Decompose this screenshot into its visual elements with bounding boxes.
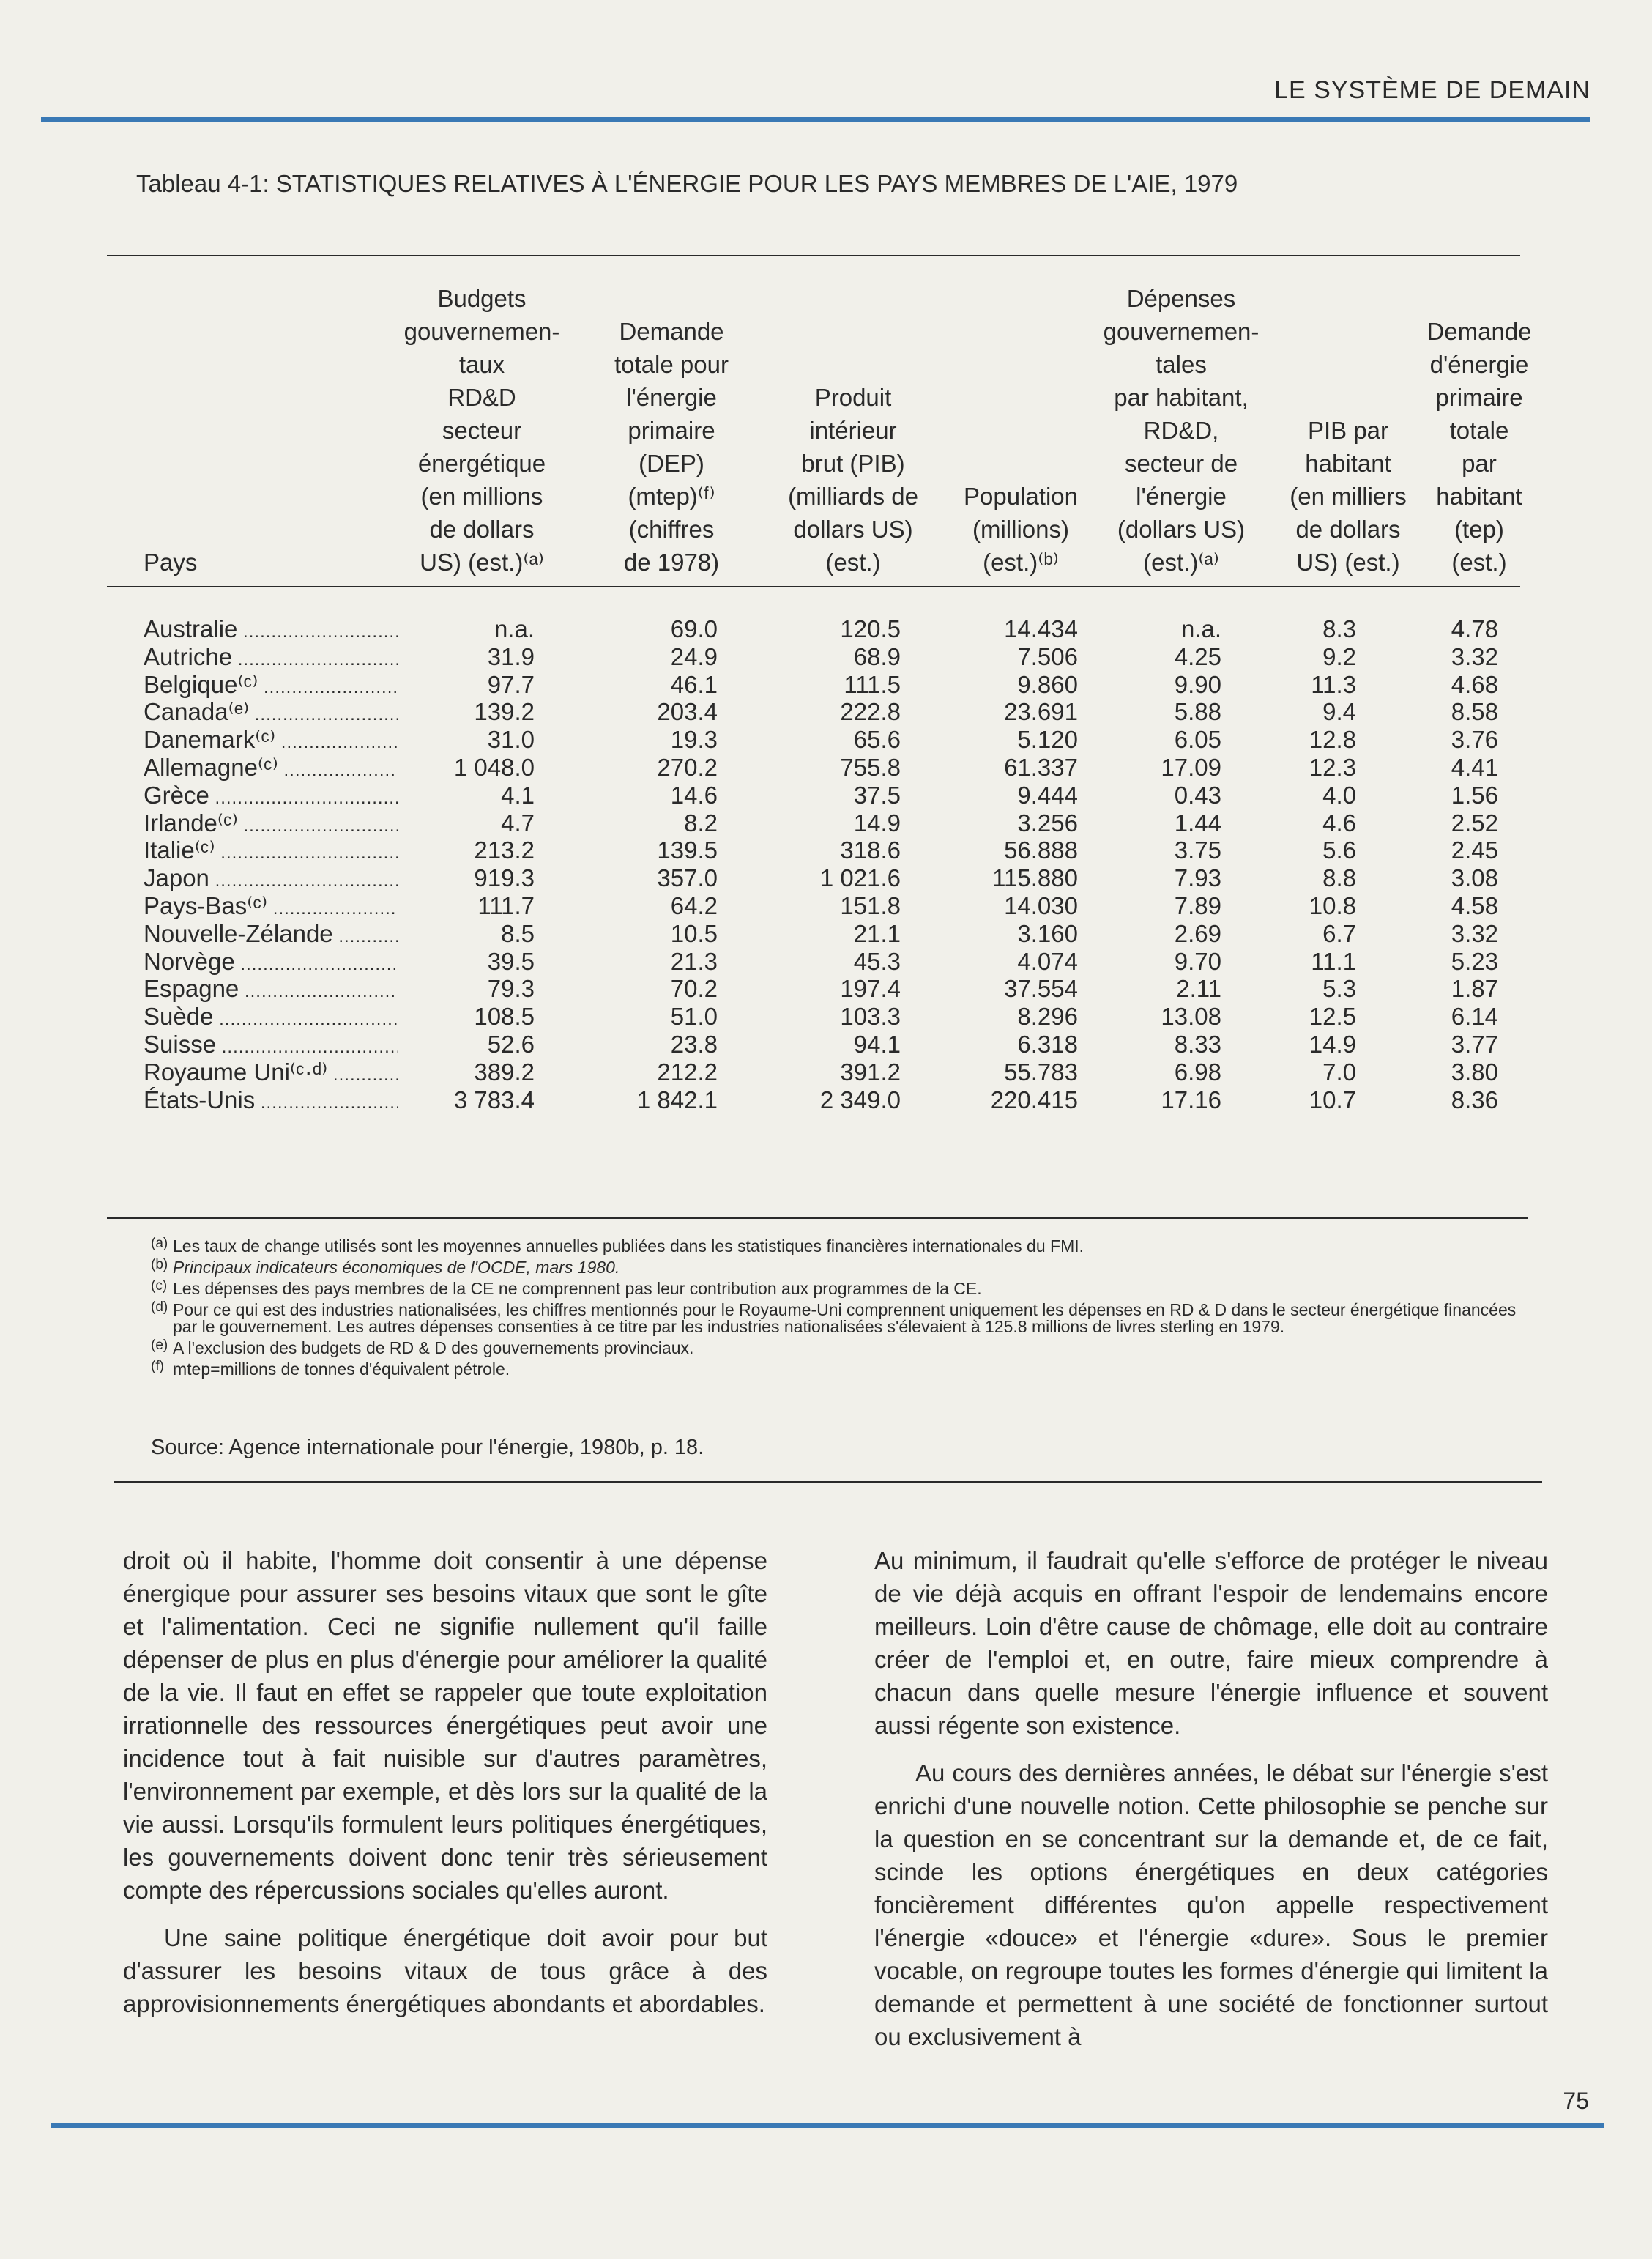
cell-primary-demand: 51.0 bbox=[670, 1003, 718, 1031]
cell-population: 9.444 bbox=[1017, 781, 1078, 809]
running-head: LE SYSTÈME DE DEMAIN bbox=[1274, 76, 1590, 104]
cell-rdd-budget: 108.5 bbox=[474, 1003, 535, 1031]
cell-gdp: 45.3 bbox=[853, 947, 901, 975]
col-header-population: Population (millions) (est.)⁽ᵇ⁾ bbox=[964, 483, 1078, 576]
table-body bbox=[0, 615, 1652, 1113]
cell-energy-per-capita: 1.56 bbox=[1451, 781, 1498, 809]
cell-primary-demand: 69.0 bbox=[670, 615, 718, 642]
cell-gdp: 94.1 bbox=[853, 1030, 901, 1058]
cell-primary-demand: 270.2 bbox=[657, 753, 718, 781]
cell-population: 9.860 bbox=[1017, 670, 1078, 698]
cell-gdp: 111.5 bbox=[844, 670, 901, 698]
cell-country: Danemark⁽ᶜ⁾ ..... bbox=[144, 726, 398, 757]
cell-rdd-budget: 39.5 bbox=[487, 947, 535, 975]
table-row bbox=[0, 615, 1652, 643]
cell-rdd-budget: 139.2 bbox=[474, 698, 535, 726]
cell-energy-per-capita: 8.36 bbox=[1451, 1086, 1498, 1113]
cell-primary-demand: 203.4 bbox=[657, 698, 718, 726]
footnote bbox=[151, 1259, 1542, 1276]
cell-energy-per-capita: 5.23 bbox=[1451, 947, 1498, 975]
cell-country: Australie ..... bbox=[144, 615, 398, 646]
cell-rdd-per-capita: 7.89 bbox=[1174, 891, 1221, 919]
cell-rdd-budget: n.a. bbox=[494, 615, 535, 642]
cell-gdp: 37.5 bbox=[853, 781, 901, 809]
cell-gdp: 65.6 bbox=[853, 726, 901, 754]
cell-rdd-per-capita: 6.05 bbox=[1174, 726, 1221, 754]
cell-energy-per-capita: 2.52 bbox=[1451, 809, 1498, 837]
footnote-mark: (a) bbox=[151, 1236, 168, 1251]
cell-gdp-per-capita: 6.7 bbox=[1322, 919, 1356, 947]
table-row bbox=[0, 726, 1652, 754]
cell-rdd-per-capita: 9.70 bbox=[1174, 947, 1221, 975]
cell-gdp-per-capita: 9.4 bbox=[1322, 698, 1356, 726]
table-row bbox=[0, 643, 1652, 671]
cell-population: 14.030 bbox=[1004, 891, 1078, 919]
cell-rdd-budget: 1 048.0 bbox=[453, 753, 535, 781]
footnote-text: mtep=millions de tonnes d'équivalent pétrole. bbox=[173, 1360, 510, 1379]
cell-population: 115.880 bbox=[992, 864, 1078, 892]
table-header bbox=[0, 278, 1652, 579]
body-column-left bbox=[123, 1544, 767, 2035]
footnote bbox=[151, 1340, 1542, 1357]
cell-primary-demand: 70.2 bbox=[670, 975, 718, 1003]
footnote-text: Les taux de change utilisés sont les moyennes annuelles publiées dans les statistiques financières internationales du FMI. bbox=[173, 1236, 1084, 1255]
cell-gdp-per-capita: 12.5 bbox=[1309, 1003, 1356, 1031]
cell-country: Irlande⁽ᶜ⁾ ..... bbox=[144, 809, 398, 840]
table-top-rule bbox=[107, 255, 1520, 256]
cell-rdd-budget: 3 783.4 bbox=[453, 1086, 535, 1113]
footnotes bbox=[151, 1238, 1542, 1382]
table-row bbox=[0, 892, 1652, 920]
cell-primary-demand: 46.1 bbox=[670, 670, 718, 698]
cell-country: Grèce ..... bbox=[144, 782, 398, 812]
table-row bbox=[0, 1003, 1652, 1031]
cell-rdd-per-capita: 0.43 bbox=[1174, 781, 1221, 809]
table-row bbox=[0, 782, 1652, 809]
cell-country: Autriche ..... bbox=[144, 643, 398, 674]
cell-rdd-budget: 31.0 bbox=[487, 726, 535, 754]
table-row bbox=[0, 671, 1652, 699]
col-header-country: Pays bbox=[144, 549, 198, 576]
top-rule bbox=[41, 117, 1590, 122]
cell-gdp-per-capita: 5.6 bbox=[1322, 837, 1356, 864]
footnote bbox=[151, 1361, 1542, 1378]
cell-gdp: 120.5 bbox=[840, 615, 901, 642]
cell-energy-per-capita: 4.68 bbox=[1451, 670, 1498, 698]
cell-gdp: 318.6 bbox=[840, 837, 901, 864]
cell-rdd-per-capita: 5.88 bbox=[1174, 698, 1221, 726]
cell-gdp-per-capita: 14.9 bbox=[1309, 1030, 1356, 1058]
cell-country: Allemagne⁽ᶜ⁾ ..... bbox=[144, 754, 398, 784]
cell-gdp-per-capita: 4.6 bbox=[1322, 809, 1356, 837]
cell-population: 7.506 bbox=[1017, 642, 1078, 670]
footnote-text: Pour ce qui est des industries nationalisées, les chiffres mentionnés pour le Royaume-Uni comprennent uniquement les dépenses en RD & D dans le secteur énergétique financées par le gouvernement. Les autres dépenses consenties à ce titre par les industries nationalisées s'élevaient à 125.8 millions de livres sterling en 1979. bbox=[173, 1300, 1517, 1336]
cell-rdd-per-capita: 13.08 bbox=[1161, 1003, 1221, 1031]
cell-energy-per-capita: 3.80 bbox=[1451, 1058, 1498, 1086]
footnote-text: Principaux indicateurs économiques de l'OCDE, mars 1980. bbox=[173, 1258, 620, 1277]
footnote bbox=[151, 1280, 1542, 1297]
cell-primary-demand: 24.9 bbox=[670, 642, 718, 670]
cell-gdp-per-capita: 8.8 bbox=[1322, 864, 1356, 892]
col-header-primary-demand: Demande totale pour l'énergie primaire (DEP) (mtep)⁽ᶠ⁾ (chiffres de 1978) bbox=[614, 318, 729, 576]
cell-primary-demand: 21.3 bbox=[670, 947, 718, 975]
col-header-rdd-budget: Budgets gouvernemen- taux RD&D secteur énergétique (en millions de dollars US) (est.)⁽ᵃ⁾ bbox=[403, 285, 560, 576]
cell-country: Belgique⁽ᶜ⁾ ..... bbox=[144, 671, 398, 702]
cell-energy-per-capita: 4.58 bbox=[1451, 891, 1498, 919]
cell-gdp: 21.1 bbox=[853, 919, 901, 947]
col-header-energy-per-capita: Demande d'énergie primaire totale par habitant (tep) (est.) bbox=[1426, 318, 1532, 576]
cell-population: 55.783 bbox=[1004, 1058, 1078, 1086]
table-bottom-rule bbox=[107, 1217, 1528, 1219]
table-row bbox=[0, 920, 1652, 948]
cell-population: 37.554 bbox=[1004, 975, 1078, 1003]
cell-primary-demand: 139.5 bbox=[657, 837, 718, 864]
body-column-right bbox=[874, 1544, 1548, 2068]
cell-population: 4.074 bbox=[1017, 947, 1078, 975]
cell-gdp-per-capita: 4.0 bbox=[1322, 781, 1356, 809]
cell-country: Nouvelle-Zélande ..... bbox=[144, 920, 398, 951]
cell-gdp-per-capita: 12.3 bbox=[1309, 753, 1356, 781]
cell-gdp-per-capita: 8.3 bbox=[1322, 615, 1356, 642]
cell-energy-per-capita: 6.14 bbox=[1451, 1003, 1498, 1031]
page-number: 75 bbox=[1563, 2088, 1589, 2114]
cell-country: Norvège ..... bbox=[144, 948, 398, 979]
cell-gdp-per-capita: 11.1 bbox=[1311, 947, 1356, 975]
cell-gdp: 68.9 bbox=[853, 642, 901, 670]
table-row bbox=[0, 1031, 1652, 1058]
table-row bbox=[0, 1058, 1652, 1086]
cell-rdd-budget: 389.2 bbox=[474, 1058, 535, 1086]
cell-primary-demand: 8.2 bbox=[684, 809, 718, 837]
cell-primary-demand: 23.8 bbox=[670, 1030, 718, 1058]
cell-primary-demand: 212.2 bbox=[657, 1058, 718, 1086]
cell-gdp-per-capita: 7.0 bbox=[1322, 1058, 1356, 1086]
cell-energy-per-capita: 4.78 bbox=[1451, 615, 1498, 642]
table-row bbox=[0, 975, 1652, 1003]
cell-population: 14.434 bbox=[1004, 615, 1078, 642]
cell-primary-demand: 1 842.1 bbox=[636, 1086, 718, 1113]
cell-rdd-budget: 213.2 bbox=[474, 837, 535, 864]
cell-rdd-budget: 97.7 bbox=[487, 670, 535, 698]
table-row bbox=[0, 698, 1652, 726]
cell-rdd-per-capita: 2.11 bbox=[1176, 975, 1221, 1003]
cell-energy-per-capita: 8.58 bbox=[1451, 698, 1498, 726]
footnote-mark: (c) bbox=[151, 1278, 168, 1294]
cell-population: 8.296 bbox=[1017, 1003, 1078, 1031]
cell-gdp: 2 349.0 bbox=[819, 1086, 901, 1113]
cell-population: 220.415 bbox=[990, 1086, 1078, 1113]
paragraph: Au cours des dernières années, le débat sur l'énergie s'est enrichi d'une nouvelle notion. Cette philosophie se penche sur la question en se concentrant sur la demande et, de ce fait, scinde les options énergétiques en deux catégories foncièrement différentes qu'on appelle respectivement l'énergie «douce» et l'énergie «dure». Sous le premier vocable, on regroupe toutes les formes d'énergie qui limitent la demande et permettent à une société de fonctionner surtout ou exclusivement à bbox=[874, 1759, 1548, 2050]
cell-primary-demand: 19.3 bbox=[670, 726, 718, 754]
footnote bbox=[151, 1299, 1542, 1336]
cell-rdd-per-capita: 6.98 bbox=[1174, 1058, 1221, 1086]
cell-population: 3.256 bbox=[1017, 809, 1078, 837]
table-source: Source: Agence internationale pour l'énergie, 1980b, p. 18. bbox=[151, 1436, 704, 1459]
cell-rdd-budget: 919.3 bbox=[474, 864, 535, 892]
cell-primary-demand: 10.5 bbox=[670, 919, 718, 947]
cell-population: 6.318 bbox=[1017, 1030, 1078, 1058]
table-row bbox=[0, 754, 1652, 782]
cell-country: Italie⁽ᶜ⁾ ..... bbox=[144, 837, 398, 867]
cell-country: Japon ..... bbox=[144, 864, 398, 895]
cell-population: 5.120 bbox=[1017, 726, 1078, 754]
cell-country: Suisse ..... bbox=[144, 1031, 398, 1061]
cell-rdd-per-capita: 4.25 bbox=[1174, 642, 1221, 670]
cell-energy-per-capita: 3.32 bbox=[1451, 642, 1498, 670]
footnote-text: A l'exclusion des budgets de RD & D des gouvernements provinciaux. bbox=[173, 1338, 694, 1357]
section-rule bbox=[114, 1481, 1542, 1483]
cell-primary-demand: 64.2 bbox=[670, 891, 718, 919]
cell-country: États-Unis ..... bbox=[144, 1086, 398, 1117]
cell-gdp: 151.8 bbox=[840, 891, 901, 919]
cell-energy-per-capita: 3.32 bbox=[1451, 919, 1498, 947]
col-header-rdd-per-capita: Dépenses gouvernemen- tales par habitant, RD&D, secteur de l'énergie (dollars US) (est.)⁽ᵃ⁾ bbox=[1103, 285, 1260, 576]
cell-rdd-budget: 31.9 bbox=[487, 642, 535, 670]
cell-country: Suède ..... bbox=[144, 1003, 398, 1034]
cell-gdp: 197.4 bbox=[840, 975, 901, 1003]
cell-rdd-budget: 111.7 bbox=[477, 891, 535, 919]
cell-country: Espagne ..... bbox=[144, 975, 398, 1006]
footnote bbox=[151, 1238, 1542, 1255]
cell-population: 23.691 bbox=[1004, 698, 1078, 726]
cell-gdp: 14.9 bbox=[853, 809, 901, 837]
cell-gdp: 391.2 bbox=[840, 1058, 901, 1086]
cell-energy-per-capita: 4.41 bbox=[1451, 753, 1498, 781]
cell-gdp: 103.3 bbox=[840, 1003, 901, 1031]
footnote-text: Les dépenses des pays membres de la CE ne comprennent pas leur contribution aux programmes de la CE. bbox=[173, 1279, 982, 1298]
cell-rdd-per-capita: 9.90 bbox=[1174, 670, 1221, 698]
cell-energy-per-capita: 3.08 bbox=[1451, 864, 1498, 892]
cell-primary-demand: 14.6 bbox=[670, 781, 718, 809]
col-header-gdp: Produit intérieur brut (PIB) (milliards de dollars US) (est.) bbox=[788, 384, 918, 576]
cell-population: 56.888 bbox=[1004, 837, 1078, 864]
cell-gdp-per-capita: 9.2 bbox=[1322, 642, 1356, 670]
cell-energy-per-capita: 1.87 bbox=[1451, 975, 1498, 1003]
cell-rdd-budget: 4.1 bbox=[501, 781, 535, 809]
footnote-mark: (d) bbox=[151, 1299, 168, 1315]
table-row bbox=[0, 948, 1652, 976]
cell-primary-demand: 357.0 bbox=[657, 864, 718, 892]
cell-gdp: 222.8 bbox=[840, 698, 901, 726]
cell-population: 3.160 bbox=[1017, 919, 1078, 947]
paragraph: Une saine politique énergétique doit avoir pour but d'assurer les besoins vitaux de tous grâce à des approvisionnements énergétiques abondants et abordables. bbox=[123, 1924, 767, 2017]
col-header-gdp-per-capita: PIB par habitant (en milliers de dollars US) (est.) bbox=[1290, 417, 1407, 576]
cell-gdp-per-capita: 5.3 bbox=[1322, 975, 1356, 1003]
cell-country: Royaume Uni⁽ᶜ·ᵈ⁾ ..... bbox=[144, 1058, 398, 1089]
cell-gdp: 755.8 bbox=[840, 753, 901, 781]
table-row bbox=[0, 809, 1652, 837]
cell-energy-per-capita: 3.77 bbox=[1451, 1030, 1498, 1058]
footnote-mark: (b) bbox=[151, 1257, 168, 1272]
cell-gdp: 1 021.6 bbox=[819, 864, 901, 892]
cell-energy-per-capita: 3.76 bbox=[1451, 726, 1498, 754]
cell-rdd-per-capita: 17.16 bbox=[1161, 1086, 1221, 1113]
table-title: Tableau 4-1: STATISTIQUES RELATIVES À L'ÉNERGIE POUR LES PAYS MEMBRES DE L'AIE, 1979 bbox=[136, 170, 1238, 197]
footnote-mark: (f) bbox=[151, 1359, 164, 1374]
cell-gdp-per-capita: 10.8 bbox=[1309, 891, 1356, 919]
cell-country: Canada⁽ᵉ⁾ ..... bbox=[144, 698, 398, 729]
footnote-mark: (e) bbox=[151, 1338, 168, 1353]
paragraph: droit où il habite, l'homme doit consentir à une dépense énergique pour assurer ses besoins vitaux que sont le gîte et l'alimentation. Ceci ne signifie nullement qu'il faille dépenser de plus en plus d'énergie pour améliorer la qualité de la vie. Il faut en effet se rappeler que toute exploitation irrationnelle des ressources énergétiques peut avoir une incidence tout à fait nuisible sur d'autres paramètres, l'environnement par exemple, et dès lors sur la qualité de la vie aussi. Lorsqu'ils formulent leurs politiques énergétiques, les gouvernements doivent donc tenir très sérieusement compte des répercussions sociales qu'elles auront. bbox=[123, 1547, 767, 1904]
header-rule bbox=[107, 586, 1520, 587]
table-row bbox=[0, 837, 1652, 864]
cell-rdd-budget: 52.6 bbox=[487, 1030, 535, 1058]
paragraph: Au minimum, il faudrait qu'elle s'efforce de protéger le niveau de vie déjà acquis en offrant l'espoir de lendemains encore meilleurs. Loin d'être cause de chômage, elle doit au contraire créer de l'emploi et, en outre, faire mieux comprendre à chacun dans quelle mesure l'énergie influence et souvent aussi régente son existence. bbox=[874, 1547, 1548, 1739]
cell-gdp-per-capita: 11.3 bbox=[1311, 670, 1356, 698]
cell-energy-per-capita: 2.45 bbox=[1451, 837, 1498, 864]
cell-rdd-budget: 79.3 bbox=[487, 975, 535, 1003]
table-row bbox=[0, 864, 1652, 892]
cell-rdd-per-capita: n.a. bbox=[1180, 615, 1221, 642]
cell-population: 61.337 bbox=[1004, 753, 1078, 781]
cell-rdd-per-capita: 17.09 bbox=[1161, 753, 1221, 781]
cell-rdd-per-capita: 3.75 bbox=[1174, 837, 1221, 864]
cell-rdd-per-capita: 1.44 bbox=[1174, 809, 1221, 837]
cell-rdd-budget: 8.5 bbox=[501, 919, 535, 947]
cell-country: Pays-Bas⁽ᶜ⁾ ..... bbox=[144, 892, 398, 923]
cell-rdd-per-capita: 7.93 bbox=[1174, 864, 1221, 892]
cell-rdd-per-capita: 2.69 bbox=[1174, 919, 1221, 947]
table-row bbox=[0, 1086, 1652, 1114]
cell-rdd-budget: 4.7 bbox=[501, 809, 535, 837]
cell-gdp-per-capita: 12.8 bbox=[1309, 726, 1356, 754]
bottom-rule bbox=[51, 2123, 1604, 2128]
cell-gdp-per-capita: 10.7 bbox=[1309, 1086, 1356, 1113]
cell-rdd-per-capita: 8.33 bbox=[1174, 1030, 1221, 1058]
